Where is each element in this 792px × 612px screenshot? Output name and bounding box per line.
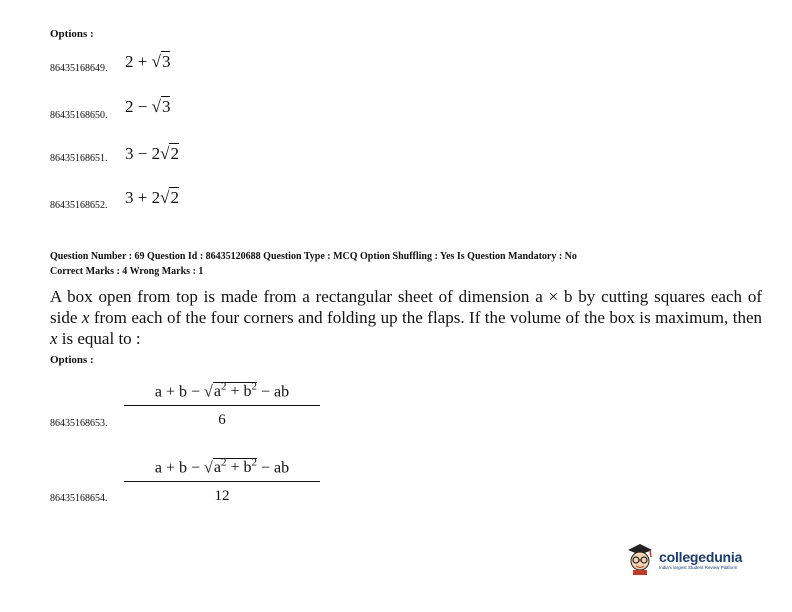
option-fraction: $a + b - √a^2 + b^2$ − ab 6 [124,381,320,429]
option-id: 86435168650. [50,110,108,121]
option-id: 86435168654. [50,493,108,504]
option-expression: 3 − 2√2 [125,144,179,163]
question-text: A box open from top is made from a rectangular sheet of dimension a × b by cutting squares each of side x from each of the four corners and folding up the flaps. If the volume of the box is maximum, then x is equal to : [50,287,762,348]
student-mascot-icon [624,542,656,576]
option-expression: 2 + √3 [125,52,171,71]
question-marks: Correct Marks : 4 Wrong Marks : 1 [50,266,204,277]
collegedunia-logo [624,542,742,576]
logo-tagline: India's largest Student Review Platform [659,564,738,570]
option-id: 86435168651. [50,153,108,164]
option-id: 86435168653. [50,418,108,429]
option-expression: 3 + 2√2 [125,188,179,207]
option-id: 86435168649. [50,63,108,74]
options-heading: Options : [50,354,94,366]
option-id: 86435168652. [50,200,108,211]
option-expression: 2 − √3 [125,97,171,116]
question-meta: Question Number : 69 Question Id : 86435120688 Question Type : MCQ Option Shuffling : Yes Is Question Mandatory : No [50,251,577,262]
option-fraction: $a + b - √a^2 + b^2$ − ab 12 [124,457,320,505]
logo-wordmark: collegedunia [659,548,743,565]
options-heading: Options : [50,28,94,40]
